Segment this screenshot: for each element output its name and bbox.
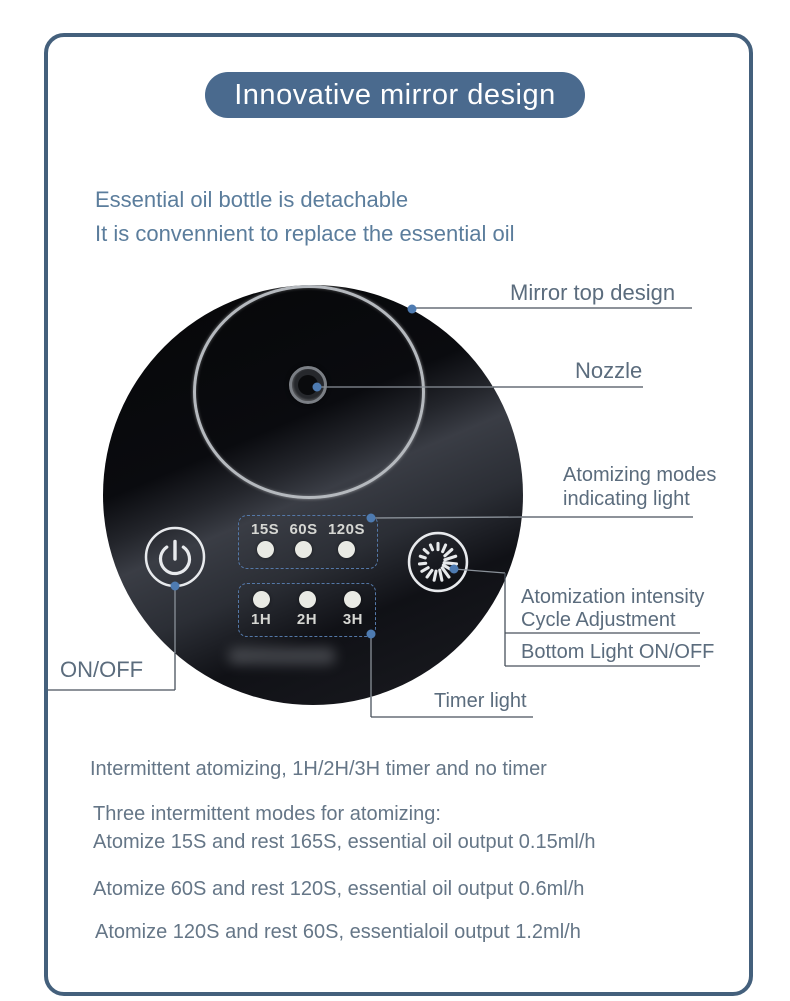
blurred-logo bbox=[228, 647, 336, 665]
mode-label: 15S bbox=[251, 521, 280, 538]
intro-line-2: It is convennient to replace the essential oil bbox=[95, 221, 515, 246]
mode-light-60s bbox=[289, 521, 317, 568]
timer-indicator-dot bbox=[299, 591, 316, 608]
callout-bottom-light: Bottom Light ON/OFF bbox=[521, 641, 715, 663]
callout-mirror-top: Mirror top design bbox=[510, 280, 676, 305]
nozzle-hole bbox=[298, 375, 318, 395]
page-title: Innovative mirror design bbox=[234, 78, 556, 111]
description-mode-detail-2: Atomize 60S and rest 120S, essential oil output 0.6ml/h bbox=[93, 878, 585, 900]
intro-text bbox=[95, 183, 514, 251]
callout-atomizing-modes-line2: indicating light bbox=[563, 488, 690, 510]
mode-label: 120S bbox=[327, 521, 365, 538]
callout-intensity-line2: Cycle Adjustment bbox=[521, 609, 676, 631]
description-mode-detail-1: Atomize 15S and rest 165S, essential oil output 0.15ml/h bbox=[93, 831, 596, 853]
intensity-button bbox=[407, 531, 469, 593]
mode-indicator-dot bbox=[338, 541, 355, 558]
description-mode-detail-3: Atomize 120S and rest 60S, essentialoil output 1.2ml/h bbox=[95, 921, 581, 943]
timer-label: 3H bbox=[342, 611, 363, 628]
cyclone-icon bbox=[407, 531, 469, 593]
callout-nozzle: Nozzle bbox=[575, 358, 643, 383]
callout-atomizing-modes-line1: Atomizing modes bbox=[563, 464, 717, 486]
timer-light-3h bbox=[343, 591, 363, 636]
timer-indicator-dot bbox=[344, 591, 361, 608]
mode-label: 60S bbox=[289, 521, 318, 538]
title-badge bbox=[205, 72, 585, 118]
timer-label: 1H bbox=[251, 611, 272, 628]
mode-light-120s bbox=[328, 521, 365, 568]
mode-indicator-dot bbox=[257, 541, 274, 558]
timer-lights-box bbox=[238, 583, 376, 637]
mode-light-15s bbox=[251, 521, 279, 568]
timer-light-2h bbox=[297, 591, 317, 636]
intro-line-1: Essential oil bottle is detachable bbox=[95, 187, 409, 212]
description-modes-heading: Three intermittent modes for atomizing: bbox=[93, 803, 441, 825]
nozzle bbox=[289, 366, 327, 404]
diffuser-top-photo bbox=[103, 285, 523, 705]
timer-indicator-dot bbox=[253, 591, 270, 608]
timer-label: 2H bbox=[296, 611, 318, 628]
callout-timer-light: Timer light bbox=[434, 690, 527, 712]
callout-atomizing-modes bbox=[563, 463, 716, 511]
description-summary: Intermittent atomizing, 1H/2H/3H timer and no timer bbox=[90, 758, 547, 780]
mode-indicator-dot bbox=[295, 541, 312, 558]
power-icon bbox=[144, 526, 206, 588]
callout-power: ON/OFF bbox=[60, 657, 144, 682]
callout-intensity bbox=[521, 586, 704, 632]
power-button bbox=[144, 526, 206, 588]
timer-light-1h bbox=[251, 591, 271, 636]
mode-lights-box bbox=[238, 515, 378, 569]
callout-intensity-line1: Atomization intensity bbox=[521, 586, 705, 608]
